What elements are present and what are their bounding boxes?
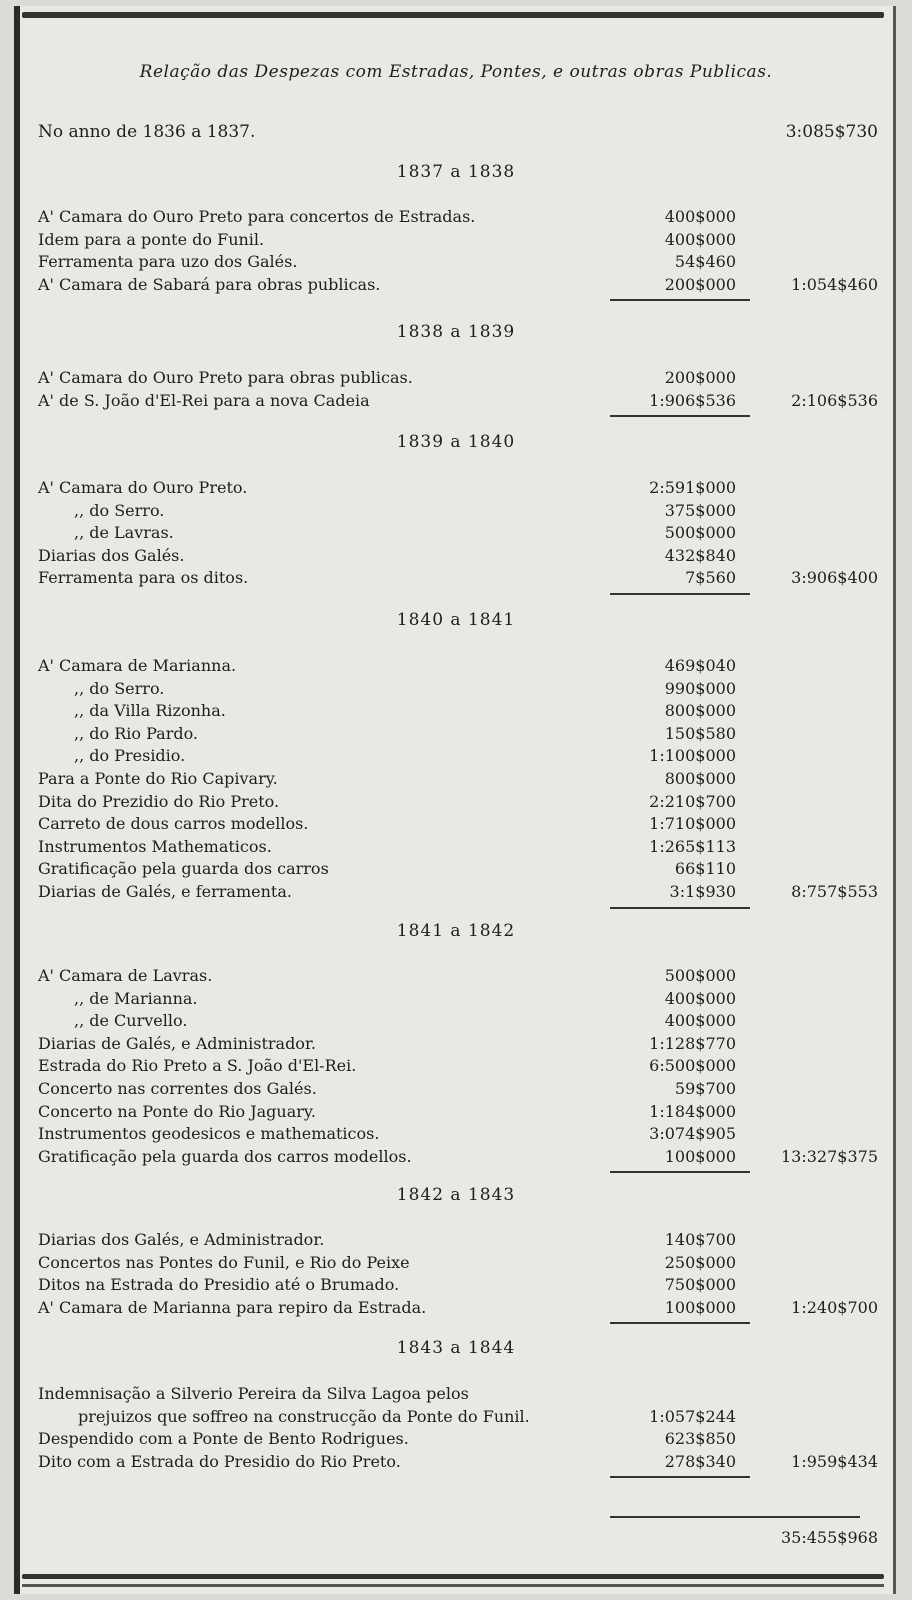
ledger-row-amount: 400$000 [664, 1011, 736, 1031]
ledger-row [38, 1034, 878, 1056]
ledger-row-description: Concerto nas correntes dos Galés. [38, 1079, 317, 1098]
ledger-row-amount: 6:500$000 [649, 1056, 736, 1076]
first-entry-row [38, 122, 878, 144]
ledger-row-description: Despendido com a Ponte de Bento Rodrigues. [38, 1429, 409, 1449]
ledger-row-description: prejuizos que soffreo na construcção da Ponte do Funil. [78, 1406, 530, 1426]
ledger-row [38, 546, 878, 568]
ledger-row-description: A' Camara de Marianna. [38, 656, 237, 675]
ledger-row-description: Diarias dos Galés. [38, 545, 185, 565]
ledger-row-amount: 1:265$113 [649, 836, 736, 856]
ledger-row-description: A' de S. João d'El-Rei para a nova Cadeia [38, 390, 370, 410]
ledger-row-description: Ditos na Estrada do Presidio até o Brumado. [38, 1275, 400, 1295]
ledger-row-amount: 54$460 [674, 252, 736, 272]
ledger-row-amount: 400$000 [664, 229, 736, 249]
ledger-row-description: Ferramenta para uzo dos Galés. [38, 252, 298, 272]
ledger-row-amount: 623$850 [664, 1429, 736, 1449]
ledger-row-description: Gratificação pela guarda dos carros [38, 859, 329, 879]
ledger-row-amount: 3:1$930 [669, 882, 736, 901]
section-underline [610, 1476, 750, 1478]
ledger-row-description: Estrada do Rio Preto a S. João d'El-Rei. [38, 1056, 357, 1076]
ledger-row-description: A' Camara de Lavras. [38, 966, 213, 985]
ledger-row-description: Indemnisação a Silverio Pereira da Silva Lagoa pelos [38, 1384, 469, 1403]
ledger-row-description: Instrumentos Mathematicos. [38, 836, 272, 856]
section-total: 3:906$400 [791, 568, 878, 588]
ledger-row [38, 792, 878, 814]
ledger-row-description: Diarias de Galés, e ferramenta. [38, 882, 292, 901]
ledger-row [38, 656, 878, 678]
ledger-row-description: Idem para a ponte do Funil. [38, 229, 265, 249]
ledger-row [38, 1298, 878, 1320]
ledger-row [38, 966, 878, 988]
ledger-row [38, 859, 878, 881]
ledger-row [38, 1407, 878, 1429]
ledger-row-amount: 250$000 [664, 1252, 736, 1272]
grand-total: 35:455$968 [780, 1528, 878, 1547]
section-total: 1:240$700 [791, 1297, 878, 1317]
section-year-header: 1843 a 1844 [396, 1338, 516, 1358]
ledger-row [38, 814, 878, 836]
ledger-row [38, 1230, 878, 1252]
ledger-row-description: Para a Ponte do Rio Capivary. [38, 769, 278, 788]
section-year-header: 1837 a 1838 [396, 162, 516, 182]
first-entry-total: 3:085$730 [785, 122, 878, 142]
ledger-row-amount: 150$580 [664, 723, 736, 743]
ledger-row-amount: 375$000 [664, 500, 736, 520]
section-year-header: 1841 a 1842 [396, 921, 516, 941]
ledger-row-amount: 2:210$700 [649, 791, 736, 811]
ledger-row-amount: 1:100$000 [649, 746, 736, 766]
ledger-row-description: Diarias dos Galés, e Administrador. [38, 1230, 325, 1249]
section-underline [610, 593, 750, 595]
ledger-row-description: ,, de Lavras. [74, 523, 174, 543]
ledger-row-amount: 200$000 [664, 368, 736, 387]
ledger-row [38, 523, 878, 545]
ledger-row-amount: 278$340 [664, 1451, 736, 1471]
ledger-row-description: Dita do Prezidio do Rio Preto. [38, 791, 280, 811]
ledger-row-amount: 1:710$000 [649, 814, 736, 834]
ledger-row [38, 1079, 878, 1101]
section-total: 1:054$460 [791, 274, 878, 294]
ledger-row-description: A' Camara do Ouro Preto para concertos de Estradas. [38, 207, 476, 226]
ledger-row-description: A' Camara do Ouro Preto. [38, 478, 248, 497]
ledger-row-amount: 3:074$905 [649, 1124, 736, 1144]
ledger-row [38, 230, 878, 252]
ledger-row [38, 746, 878, 768]
ledger-row-amount: 432$840 [664, 545, 736, 565]
section-total: 13:327$375 [780, 1146, 878, 1166]
ledger-row-amount: 7$560 [685, 568, 736, 588]
document-title: Relação das Despezas com Estradas, Pontes, e outras obras Publicas. [139, 62, 773, 82]
ledger-row-amount: 1:128$770 [649, 1033, 736, 1053]
ledger-row [38, 1102, 878, 1124]
top-rule [22, 12, 884, 18]
ledger-row-amount: 59$700 [674, 1079, 736, 1098]
ledger-row-description: ,, de Curvello. [74, 1011, 188, 1031]
ledger-row-description: ,, da Villa Rizonha. [74, 701, 226, 721]
ledger-row-amount: 800$000 [664, 769, 736, 788]
ledger-row [38, 1124, 878, 1146]
ledger-row-description: ,, do Serro. [74, 678, 165, 698]
ledger-row-amount: 800$000 [664, 701, 736, 721]
section-underline [610, 907, 750, 909]
ledger-row-description: A' Camara de Sabará para obras publicas. [38, 274, 381, 294]
section-year-header: 1840 a 1841 [396, 610, 516, 630]
ledger-row [38, 1384, 878, 1406]
ledger-row [38, 837, 878, 859]
ledger-row [38, 679, 878, 701]
section-underline [610, 1322, 750, 1324]
ledger-row [38, 989, 878, 1011]
ledger-row-amount: 140$700 [664, 1230, 736, 1249]
ledger-row [38, 275, 878, 297]
section-year-header: 1838 a 1839 [396, 322, 516, 342]
ledger-row [38, 501, 878, 523]
ledger-row-amount: 66$110 [674, 859, 736, 879]
ledger-row-description: A' Camara de Marianna para repiro da Estrada. [38, 1297, 427, 1317]
ledger-row-amount: 100$000 [664, 1297, 736, 1317]
section-total: 8:757$553 [791, 882, 878, 901]
ledger-row [38, 1275, 878, 1297]
ledger-row [38, 391, 878, 413]
ledger-row-description: ,, do Presidio. [74, 746, 186, 766]
section-year-header: 1842 a 1843 [396, 1185, 516, 1205]
ledger-row-amount: 200$000 [664, 274, 736, 294]
section-underline [610, 299, 750, 301]
ledger-row-amount: 400$000 [664, 988, 736, 1008]
grand-total-rule [610, 1516, 860, 1518]
ledger-row-description: Instrumentos geodesicos e mathematicos. [38, 1124, 380, 1144]
ledger-row [38, 207, 878, 229]
bottom-rule [22, 1574, 884, 1579]
ledger-row [38, 882, 878, 904]
ledger-row-description: ,, do Rio Pardo. [74, 723, 199, 743]
section-total: 2:106$536 [791, 390, 878, 410]
ledger-row-amount: 500$000 [664, 966, 736, 985]
ledger-row-amount: 990$000 [664, 678, 736, 698]
section-total: 1:959$434 [791, 1451, 878, 1471]
ledger-row-amount: 1:906$536 [649, 390, 736, 410]
ledger-row [38, 1429, 878, 1451]
ledger-row-description: Diarias de Galés, e Administrador. [38, 1033, 316, 1053]
ledger-row-amount: 100$000 [664, 1146, 736, 1166]
ledger-row-description: ,, de Marianna. [74, 988, 198, 1008]
section-underline [610, 415, 750, 417]
first-entry-label: No anno de 1836 a 1837. [38, 122, 256, 142]
ledger-row-description: Concertos nas Pontes do Funil, e Rio do Peixe [38, 1252, 410, 1272]
section-year-header: 1839 a 1840 [396, 432, 516, 452]
ledger-row [38, 1011, 878, 1033]
ledger-row-description: Carreto de dous carros modellos. [38, 814, 309, 834]
ledger-row [38, 769, 878, 791]
ledger-row-amount: 500$000 [664, 523, 736, 543]
ledger-row-amount: 1:057$244 [649, 1406, 736, 1426]
ledger-row-description: A' Camara do Ouro Preto para obras publicas. [38, 368, 413, 387]
ledger-row [38, 1253, 878, 1275]
bottom-rule-thin [22, 1584, 884, 1587]
ledger-row-description: Gratificação pela guarda dos carros modellos. [38, 1146, 412, 1166]
ledger-row [38, 724, 878, 746]
section-underline [610, 1171, 750, 1173]
ledger-row-description: Ferramenta para os ditos. [38, 568, 249, 588]
ledger-row-amount: 2:591$000 [649, 478, 736, 497]
ledger-row [38, 368, 878, 390]
grand-total-row [38, 1528, 878, 1550]
ledger-row [38, 701, 878, 723]
ledger-row-description: Dito com a Estrada do Presidio do Rio Preto. [38, 1451, 401, 1471]
ledger-row-description: Concerto na Ponte do Rio Jaguary. [38, 1101, 316, 1121]
ledger-row [38, 1452, 878, 1474]
ledger-row-amount: 400$000 [664, 207, 736, 226]
ledger-row [38, 1056, 878, 1078]
ledger-row [38, 568, 878, 590]
ledger-row-amount: 750$000 [664, 1275, 736, 1295]
ledger-row [38, 252, 878, 274]
ledger-row [38, 1147, 878, 1169]
ledger-row-amount: 1:184$000 [649, 1101, 736, 1121]
ledger-row [38, 478, 878, 500]
ledger-row-description: ,, do Serro. [74, 500, 165, 520]
ledger-row-amount: 469$040 [664, 656, 736, 675]
